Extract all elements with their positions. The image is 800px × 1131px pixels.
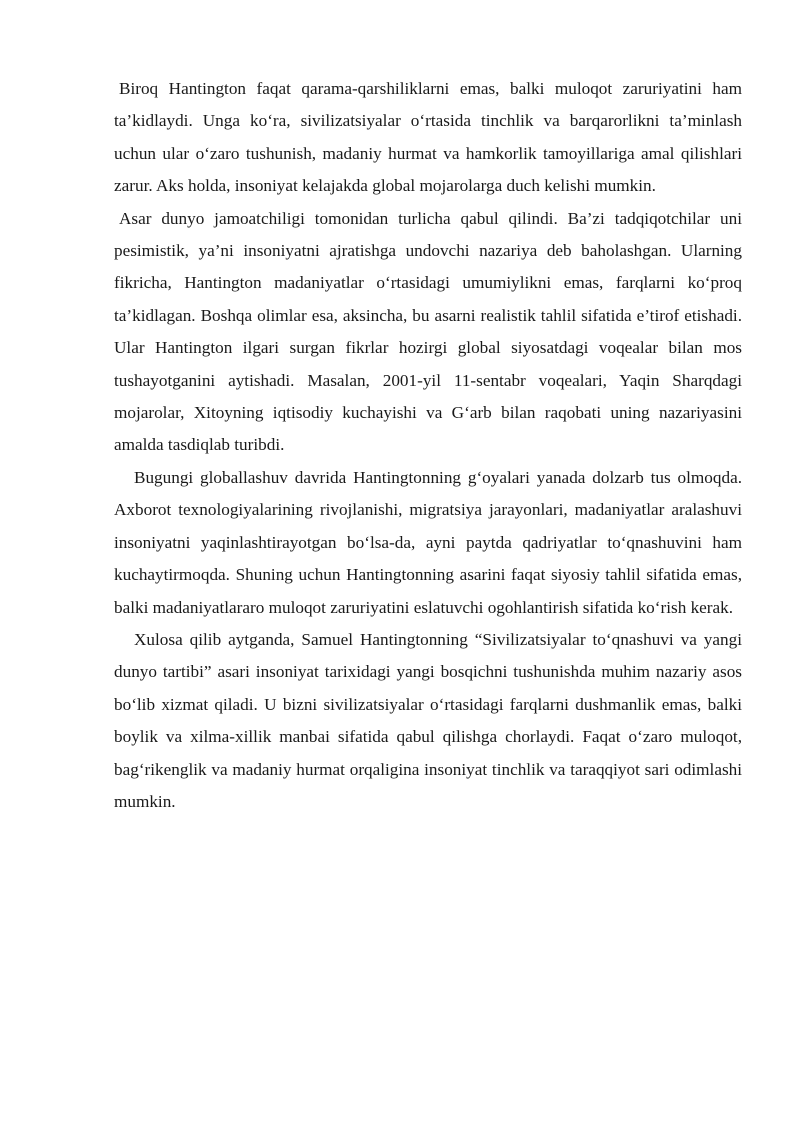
document-page — [114, 73, 742, 818]
paragraph-xulosa: Xulosa qilib aytganda, Samuel Hantingtonning “Sivilizatsiyalar to‘qnashuvi va yangi dunyo tartibi” asari insoniyat tarixidagi yangi bosqichni tushunishda muhim nazariy asos bo‘lib xizmat qiladi. U bizni sivilizatsiyalar o‘rtasidagi farqlarni dushmanlik emas, balki boylik va xilma-xillik manbai sifatida qabul qilishga chorlaydi. Faqat o‘zaro muloqot, bag‘rikenglik va madaniy hurmat orqaligina insoniyat tinchlik va taraqqiyot sari odimlashi mumkin. — [114, 629, 742, 811]
paragraph-muloqot-zaruriyati: Biroq Hantington faqat qarama-qarshiliklarni emas, balki muloqot zaruriyatini ham ta’kidlaydi. Unga ko‘ra, sivilizatsiyalar o‘rtasida tinchlik va barqarorlikni ta’minlash uchun ular o‘zaro tushunish, madaniy hurmat va hamkorlik tamoyillariga amal qilishlari zarur. Aks holda, insoniyat kelajakda global mojarolarga duch kelishi mumkin. — [114, 79, 742, 196]
paragraph-globallashuv: Bugungi globallashuv davrida Hantingtonning g‘oyalari yanada dolzarb tus olmoqda. Axborot texnologiyalarining rivojlanishi, migratsiya jarayonlari, madaniyatlar aralashuvi insoniyatni yaqinlashtirayotgan bo‘lsa-da, ayni paytda qadriyatlar to‘qnashuvini ham kuchaytirmoqda. Shuning uchun Hantingtonning asarini faqat siyosiy tahlil sifatida emas, balki madaniyatlararo muloqot zaruriyatini eslatuvchi ogohlantirish sifatida ko‘rish kerak. — [114, 467, 742, 617]
paragraph-qabul-qilinishi: Asar dunyo jamoatchiligi tomonidan turlicha qabul qilindi. Ba’zi tadqiqotchilar uni pesimistik, ya’ni insoniyatni ajratishga undovchi nazariya deb baholashgan. Ularning fikricha, Hantington madaniyatlar o‘rtasidagi umumiylikni emas, farqlarni ko‘proq ta’kidlagan. Boshqa olimlar esa, aksincha, bu asarni realistik tahlil sifatida e’tirof etishadi. Ular Hantington ilgari surgan fikrlar hozirgi global siyosatdagi voqealar bilan mos tushayotganini aytishadi. Masalan, 2001-yil 11-sentabr voqealari, Yaqin Sharqdagi mojarolar, Xitoyning iqtisodiy kuchayishi va G‘arb bilan raqobati uning nazariyasini amalda tasdiqlab turibdi. — [114, 208, 742, 455]
